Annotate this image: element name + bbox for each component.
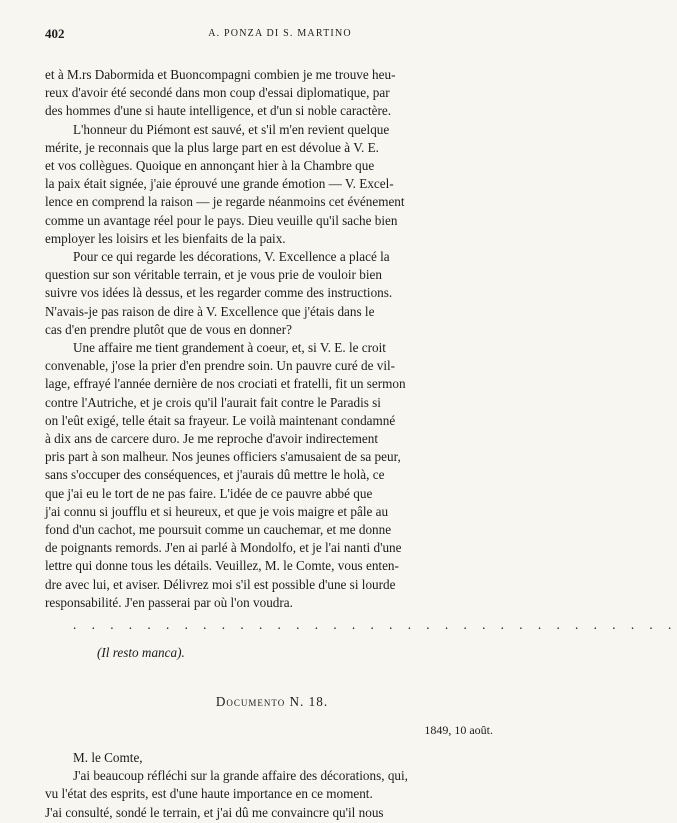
text-line: convenable, j'ose la prier d'en prendre soin. Un pauvre curé de vil-: [45, 358, 396, 374]
text-line: sans s'occuper des conséquences, et j'aurais dû mettre le holà, ce: [45, 467, 385, 483]
text-line: fond d'un cachot, me poursuit comme un cauchemar, et me donne: [45, 522, 392, 538]
text-line: on l'eût exigé, telle était sa frayeur. Le voilà maintenant condamné: [45, 412, 396, 428]
text-line: suivre vos idées là dessus, et les regarder comme des instructions.: [45, 285, 393, 301]
text-line: vu l'état des esprits, est d'une haute importance en ce moment.: [45, 786, 373, 802]
text-line: la paix était signée, j'aie éprouvé une grande émotion — V. Excel-: [45, 176, 394, 192]
text-line: reux d'avoir été secondé dans mon coup d'essai diplomatique, par: [45, 85, 390, 101]
paragraph-4: [45, 339, 499, 612]
page-header: [45, 26, 515, 44]
paragraph-3: [45, 248, 499, 339]
text-line: contre l'Autriche, et je crois qu'il l'aurait fait contre le Paradis si: [45, 394, 381, 410]
text-line: Pour ce qui regarde les décorations, V. Excellence a placé la: [73, 249, 390, 265]
paragraph-1: [45, 66, 499, 121]
text-line: cas d'en prendre plutôt que de vous en donner?: [45, 321, 292, 337]
text-line: question sur son véritable terrain, et je vous prie de vouloir bien: [45, 267, 382, 283]
text-line: lence en comprend la raison — je regarde néanmoins cet événement: [45, 194, 405, 210]
text-line: J'ai beaucoup réfléchi sur la grande affaire des décorations, qui,: [73, 768, 408, 784]
text-line: et vos collègues. Quoique en annonçant hier à la Chambre que: [45, 158, 375, 174]
text-line: que j'ai eu le tort de ne pas faire. L'idée de ce pauvre abbé que: [45, 485, 373, 501]
letter-paragraph: [45, 767, 499, 822]
text-line: J'ai consulté, sondé le terrain, et j'ai dû me convaincre qu'il nous: [45, 804, 384, 820]
text-line: dre avec lui, et aviser. Délivrez moi s'il est possible d'une si lourde: [45, 576, 396, 592]
text-line: comme un avantage réel pour le pays. Dieu veuille qu'il sache bien: [45, 212, 398, 228]
text-line: lettre qui donne tous les détails. Veuillez, M. le Comte, vous enten-: [45, 558, 399, 574]
body-text: [45, 66, 677, 822]
text-line: lage, effrayé l'année dernière de nos crociati et fratelli, fit un sermon: [45, 376, 406, 392]
document-heading: Documento N. 18.: [215, 693, 329, 709]
text-line: des hommes d'une si haute intelligence, et d'un si noble caractère.: [45, 103, 392, 119]
text-line: L'honneur du Piémont est sauvé, et s'il m'en revient quelque: [73, 121, 390, 137]
text-line: mérite, je reconnais que la plus large part en est dévolue à V. E.: [45, 139, 379, 155]
running-head: A. PONZA DI S. MARTINO: [208, 28, 352, 39]
text-line: N'avais-je pas raison de dire à V. Excellence que j'étais dans le: [45, 303, 375, 319]
text-line: employer les loisirs et les bienfaits de la paix.: [45, 230, 286, 246]
text-line: pris part à son malheur. Nos jeunes officiers s'amusaient de sa peur,: [45, 449, 401, 465]
page-number: 402: [45, 26, 65, 41]
text-line: de poignants remords. J'en ai parlé à Mondolfo, et je l'ai nanti d'une: [45, 540, 402, 556]
text-line: responsabilité. J'en passerai par où l'on voudra.: [45, 594, 293, 610]
editorial-note: (Il resto manca).: [97, 645, 185, 661]
text-line: et à M.rs Dabormida et Buoncompagni combien je me trouve heu-: [45, 67, 396, 82]
text-line: Une affaire me tient grandement à coeur, et, si V. E. le croit: [73, 340, 386, 356]
salutation: M. le Comte,: [73, 749, 143, 765]
ellipsis-line: . . . . . . . . . . . . . . . . . . . . . . . . . . . . . . . . .: [73, 617, 677, 633]
letter-date: 1849, 10 août.: [424, 722, 493, 737]
text-line: à dix ans de carcere duro. Je me reproche d'avoir indirectement: [45, 431, 379, 447]
text-line: j'ai connu si joufflu et si heureux, et que je vois maigre et pâle au: [45, 503, 389, 519]
paragraph-2: [45, 121, 499, 248]
